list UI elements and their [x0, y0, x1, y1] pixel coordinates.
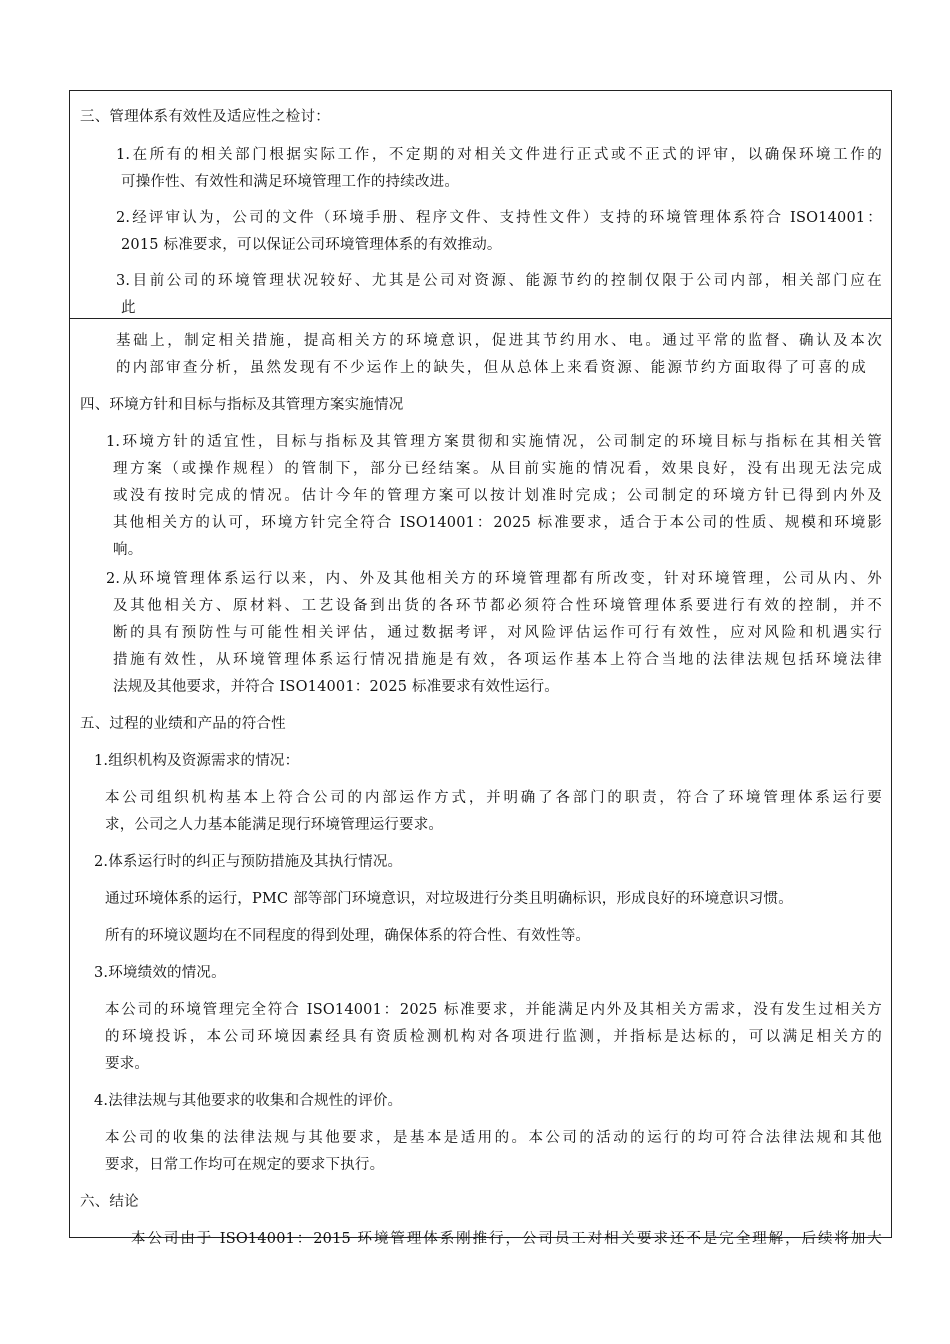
paragraph-line: 及其他相关方、原材料、工艺设备到出货的各环节都必须符合性环境管理体系要进行有效的控制，并不 — [113, 598, 882, 614]
section-heading-three: 三、管理体系有效性及适应性之检讨： — [80, 109, 330, 125]
paragraph-line: 2.经评审认为，公司的文件（环境手册、程序文件、支持性文件）支持的环境管理体系符合 ISO14001： — [116, 210, 882, 226]
section-heading-five: 五、过程的业绩和产品的符合性 — [80, 716, 286, 732]
paragraph-line: 响。 — [113, 542, 143, 558]
paragraph-line: 可操作性、有效性和满足环境管理工作的持续改进。 — [121, 174, 460, 190]
paragraph-line: 此 — [121, 300, 136, 316]
section-heading-six: 六、结论 — [80, 1194, 139, 1210]
paragraph-line: 要求。 — [105, 1056, 150, 1072]
paragraph-line: 1.环境方针的适宜性，目标与指标及其管理方案贯彻和实施情况，公司制定的环境目标与指标在其相关管 — [106, 434, 882, 450]
paragraph-line: 要求，日常工作均可在规定的要求下执行。 — [105, 1157, 385, 1173]
paragraph-line: 其他相关方的认可，环境方针完全符合 ISO14001：2025 标准要求，适合于本公司的性质、规模和环境影 — [113, 515, 882, 531]
paragraph-line: 通过环境体系的运行，PMC 部等部门环境意识，对垃圾进行分类且明确标识，形成良好的环境意识习惯。 — [105, 891, 793, 907]
paragraph-line: 基础上，制定相关措施，提高相关方的环境意识，促进其节约用水、电。通过平常的监督、确认及本次 — [116, 333, 882, 349]
paragraph-line: 本公司由于 ISO14001：2015 环境管理体系刚推行，公司员工对相关要求还不是完全理解，后续将加大 — [131, 1231, 882, 1247]
subsection-title: 4.法律法规与其他要求的收集和合规性的评价。 — [94, 1093, 403, 1109]
paragraph-line: 所有的环境议题均在不同程度的得到处理，确保体系的符合性、有效性等。 — [105, 928, 591, 944]
paragraph-line: 求，公司之人力基本能满足现行环境管理运行要求。 — [105, 817, 444, 833]
section-heading-four: 四、环境方针和目标与指标及其管理方案实施情况 — [80, 397, 404, 413]
paragraph-line: 3.目前公司的环境管理状况较好、尤其是公司对资源、能源节约的控制仅限于公司内部，相关部门应在 — [116, 273, 882, 289]
paragraph-line: 1.在所有的相关部门根据实际工作，不定期的对相关文件进行正式或不正式的评审，以确保环境工作的 — [116, 147, 882, 163]
paragraph-line: 理方案（或操作规程）的管制下，部分已经结案。从目前实施的情况看，效果良好，没有出现无法完成 — [113, 461, 882, 477]
paragraph-line: 的内部审查分析，虽然发现有不少运作上的缺失，但从总体上来看资源、能源节约方面取得了可喜的成 — [116, 360, 866, 376]
paragraph-line: 2.从环境管理体系运行以来，内、外及其他相关方的环境管理都有所改变，针对环境管理，公司从内、外 — [106, 571, 882, 587]
paragraph-line: 或没有按时完成的情况。估计今年的管理方案可以按计划准时完成；公司制定的环境方针已得到内外及 — [113, 488, 882, 504]
paragraph-line: 2015 标准要求，可以保证公司环境管理体系的有效推动。 — [121, 237, 502, 253]
subsection-title: 1.组织机构及资源需求的情况： — [94, 753, 300, 769]
paragraph-line: 的环境投诉，本公司环境因素经具有资质检测机构对各项进行监测，并指标是达标的，可以满足相关方的 — [105, 1029, 882, 1045]
subsection-title: 3.环境绩效的情况。 — [94, 965, 226, 981]
paragraph-line: 本公司组织机构基本上符合公司的内部运作方式，并明确了各部门的职责，符合了环境管理体系运行要 — [105, 790, 882, 806]
paragraph-line: 法规及其他要求，并符合 ISO14001：2025 标准要求有效性运行。 — [113, 679, 559, 695]
row-divider — [70, 318, 891, 319]
paragraph-line: 本公司的收集的法律法规与其他要求，是基本是适用的。本公司的活动的运行的均可符合法律法规和其他 — [105, 1130, 882, 1146]
subsection-title: 2.体系运行时的纠正与预防措施及其执行情况。 — [94, 854, 403, 870]
paragraph-line: 断的具有预防性与可能性相关评估，通过数据考评，对风险评估运作可行有效性，应对风险和机遇实行 — [113, 625, 882, 641]
paragraph-line: 本公司的环境管理完全符合 ISO14001：2025 标准要求，并能满足内外及其相关方需求，没有发生过相关方 — [105, 1002, 882, 1018]
paragraph-line: 措施有效性，从环境管理体系运行情况措施是有效，各项运作基本上符合当地的法律法规包括环境法律 — [113, 652, 882, 668]
